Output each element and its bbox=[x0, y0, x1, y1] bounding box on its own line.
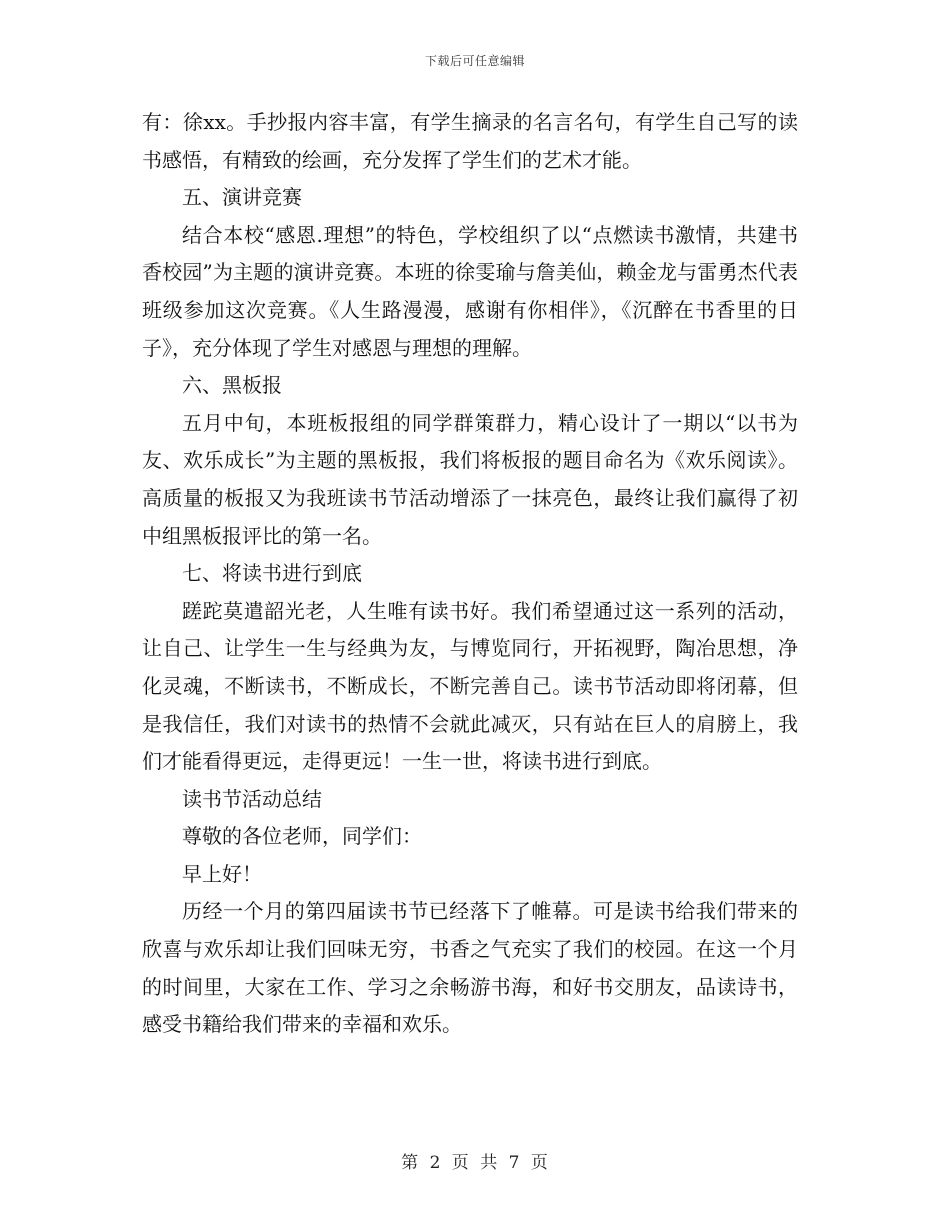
page-header-note: 下载后可任意编辑 bbox=[424, 54, 525, 68]
paragraph-0: 有：徐xx。手抄报内容丰富，有学生摘录的名言名句，有学生自己写的读书感悟，有精致的绘画，充分发挥了学生们的艺术才能。 bbox=[142, 110, 798, 172]
section-heading-reading-to-end: 七、将读书进行到底 bbox=[182, 561, 362, 586]
document-subtitle: 读书节活动总结 bbox=[182, 786, 322, 811]
paragraph-blackboard: 五月中旬，本班板报组的同学群策群力，精心设计了一期以“以书为友、欢乐成长”为主题的黑板报，我们将板报的题目命名为《欢乐阅读》。高质量的板报又为我班读书节活动增添了一抹亮色，最终让我们赢得了初中组黑板报评比的第一名。 bbox=[142, 410, 798, 548]
page-number: 第 2 页 共 7 页 bbox=[401, 1153, 549, 1173]
paragraph-speech-contest: 结合本校“感恩.理想”的特色，学校组织了以“点燃读书激情，共建书香校园”为主题的演讲竞赛。本班的徐雯瑜与詹美仙，赖金龙与雷勇杰代表班级参加这次竞赛。《人生路漫漫，感谢有你相伴》，《沉醉在书香里的日子》，充分体现了学生对感恩与理想的理解。 bbox=[142, 222, 798, 360]
paragraph-reading-to-end: 蹉跎莫遣韶光老，人生唯有读书好。我们希望通过这一系列的活动，让自己、让学生一生与经典为友，与博览同行，开拓视野，陶冶思想，净化灵魂，不断读书，不断成长，不断完善自己。读书节活动即将闭幕，但是我信任，我们对读书的热情不会就此减灭，只有站在巨人的肩膀上，我们才能看得更远，走得更远！一生一世，将读书进行到底。 bbox=[142, 598, 798, 774]
section-heading-blackboard: 六、黑板报 bbox=[182, 373, 282, 398]
document-body bbox=[142, 104, 798, 1044]
greeting: 早上好！ bbox=[182, 861, 262, 886]
salutation: 尊敬的各位老师，同学们： bbox=[182, 824, 422, 849]
section-heading-speech-contest: 五、演讲竞赛 bbox=[182, 185, 302, 210]
paragraph-closing: 历经一个月的第四届读书节已经落下了帷幕。可是读书给我们带来的欣喜与欢乐却让我们回味无穷，书香之气充实了我们的校园。在这一个月的时间里，大家在工作、学习之余畅游书海，和好书交朋友，品读诗书，感受书籍给我们带来的幸福和欢乐。 bbox=[142, 899, 798, 1037]
